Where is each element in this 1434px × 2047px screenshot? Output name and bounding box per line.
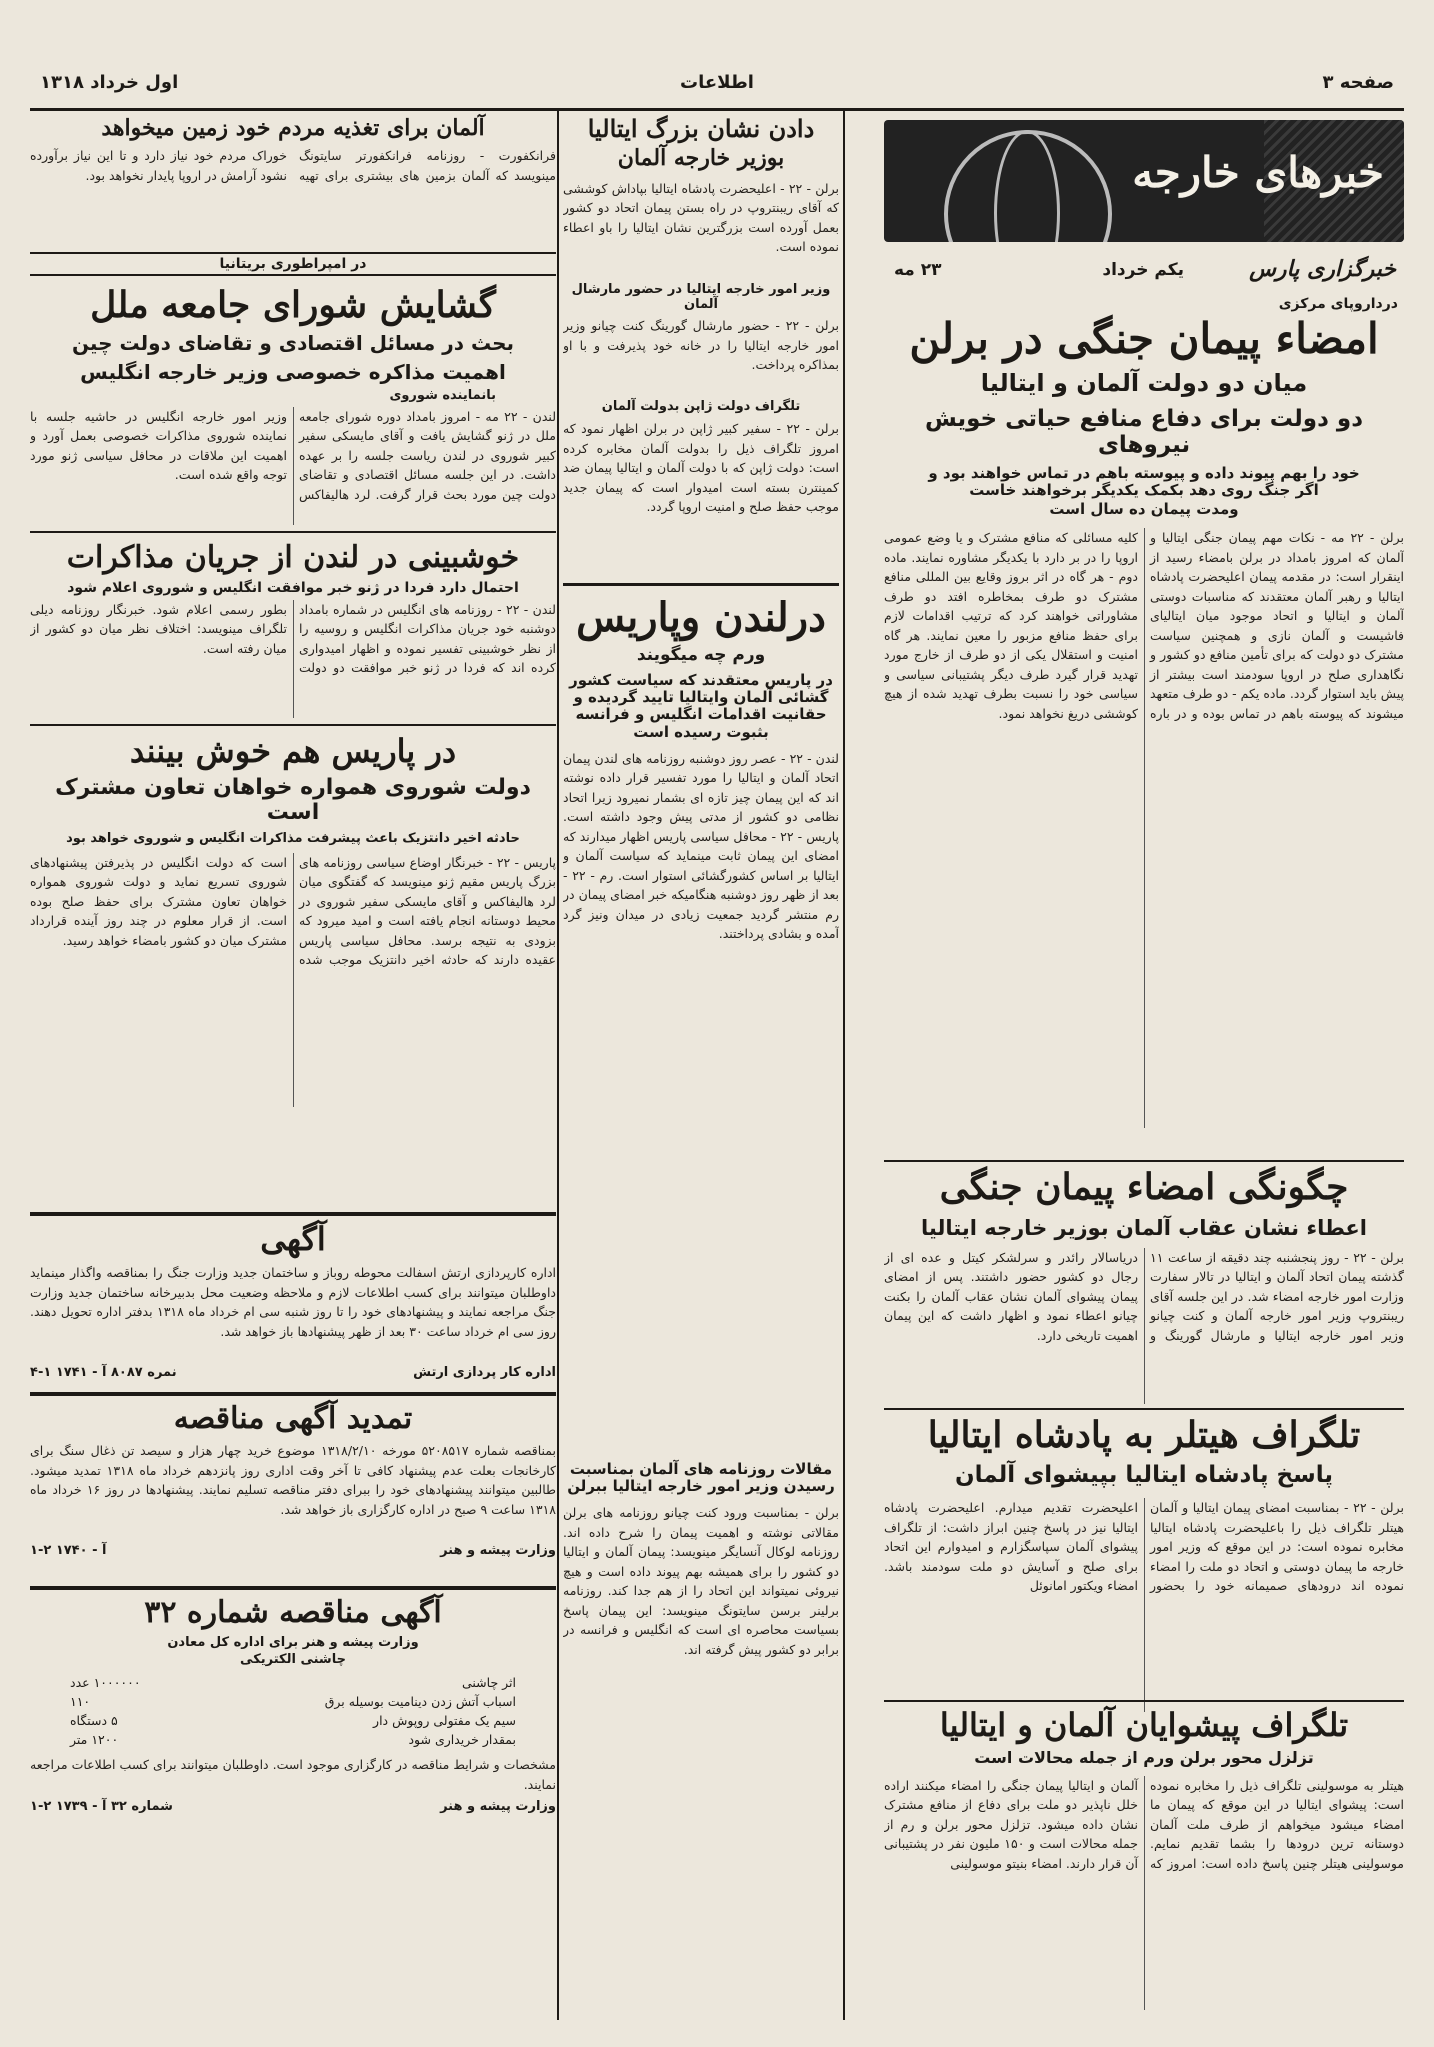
deck: دو دولت برای دفاع منافع حیاتی خویش نیروهای [924,405,1364,459]
column-middle [563,116,839,1951]
article-body: برلن - ۲۲ - حضور مارشال گورینگ کنت چیانو وزیر امور خارجه ایتالیا را در خانه خود پذیرفت و با او بمذاکره پرداخت. [563,318,839,373]
masthead [30,62,1404,111]
ad-footer-row [30,1543,556,1558]
divider [884,1408,1404,1410]
ad-item [30,1730,556,1749]
divider [30,1392,556,1396]
subhead: تزلزل محور برلن ورم از جمله محالات است [974,1748,1314,1768]
kicker: درداروپای مرکزی [1278,296,1398,312]
ad-footer: وزارت پیشه و هنر [440,1543,556,1558]
headline: تلگراف هیتلر به پادشاه ایتالیا [927,1414,1361,1456]
column-rule [843,110,845,2020]
divider [30,1212,556,1216]
article-body: برلن - ۲۲ - سفیر کبیر ژاپن در برلن اظهار نمود که امروز تلگراف ذیل را بدولت آلمان مخابره کرده است: دولت ژاپن که با دولت آلمان و ایتالیا پیمان ضد کمینترن بسته است امیدوار است که پیمان جدید موجب حفظ صلح و امنیت اروپا گردد. [563,421,839,515]
ad-body: بمناقصه شماره ۵۲۰۸۵۱۷ مورخه ۱۳۱۸/۲/۱۰ موضوع خرید چهار هزار و سیصد تن ذغال سنگ برای کارخانجات بعلت عدم پیشنهاد کافی تا آخر وقت اداری روز پانزدهم خرداد ماه ۱۳۱۸ تمدید میشود. طالبین میتوانند پیشنهادهای خود را ببرای دفتر مناقصه تسلیم نمایند. پیشنهادها در روز ۱۶ خرداد ماه ۱۳۱۸ ساعت ۹ صبح در اداره کارگزاری باز خواهد شد. [30,1443,556,1517]
ad-footer-row [30,1799,556,1814]
headline-2: بوزیر خارجه آلمان [617,145,785,172]
byline: بانماینده شوروی [389,387,496,403]
ad-title: آگهی [260,1220,326,1258]
deck-2: خود را بهم پیوند داده و پیوسته باهم در تماس خواهند بود و اگر جنگ روی دهد بکمک یکدیگر برخواهند خاست [928,463,1360,499]
banner-title: خبرهای خارجه [1132,148,1384,197]
subhead: میان دو دولت آلمان و ایتالیا [980,369,1308,398]
ad-number: شماره ۳۲ آ - ۱۷۳۹ ۲-۱ [30,1799,173,1814]
ad-item-qty: ۵ دستگاه [70,1713,118,1728]
ad-item [30,1673,556,1692]
deck: در پاریس معتقدند که سیاست کشور گشائی آلمان وایتالیا تایید گردیده و حقانیت اقدامات انگلیس و فرانسه بثبوت رسیده است [569,670,833,741]
section-banner [884,120,1404,242]
column-rule [557,110,559,2020]
article-body: برلن - ۲۲ - روز پنجشنبه چند دقیقه از ساعت ۱۱ گذشته پیمان اتحاد آلمان و ایتالیا در تالار سفارت وزارت امور خارجه امضاء شد. در این جلسه آقای ریبنتروپ وزیر امور خارجه آلمان و کنت چیانو وزیر امور خارجه ایتالیا و مارشال گورینگ و دریاسالار رائدر و سرلشکر کیتل و عده ای از رجال دو کشور حضور داشتند. پس از امضای پیمان پیشوای آلمان نشان عقاب آلمان را بکنت چیانو اعطاء نمود و اظهار داشت که این پیمان اهمیت تاریخی دارد. [884,1249,1404,1343]
deck-3: ومدت پیمان ده سال است [1049,500,1239,519]
ad-body: اداره کارپردازی ارتش اسفالت محوطه روباز و ساختمان جدید وزارت جنگ را بمناقصه واگذار مینماید داوطلبان میتوانند برای کسب اطلاعات لازم و ملاحظه وضعیت محل بدبیرخانه ساختمان جدید وزارت جنگ مراجعه نمایند و پیشنهادهای خود را تا روز شنبه سی ام خرداد ماه ۱۳۱۸ بدفتر اداره تحویل دهند. روز سی ام خرداد ساعت ۳۰ بعد از ظهر پیشنهادها باز خواهد شد. [30,1265,556,1339]
divider [30,724,556,726]
ad-tender-extension [30,1402,556,1558]
divider [884,1160,1404,1162]
ad-footer: وزارت پیشه و هنر [440,1799,556,1814]
ad-title: آگهی مناقصه شماره ۳۲ [144,1595,442,1630]
article-body: برلن - ۲۲ - بمناسبت امضای پیمان ایتالیا و آلمان هیتلر تلگراف ذیل را باعلیحضرت پادشاه ایتالیا مخابره نموده است: در این موقع که وزیر امور خارجه ما پیمان دوستی و اتحاد دو ملت را امضاء نموده اند درودهای صمیمانه خود را بحضور اعلیحضرت تقدیم میدارم. اعلیحضرت پادشاه ایتالیا نیز در پاسخ چنین ابراز داشت: از تلگراف پیشوای آلمان سپاسگزارم و امیدوارم این اتحاد برای صلح و آسایش دو ملت سودمند باشد. امضاء ویکتور امانوئل [884,1500,1404,1594]
ad-footer: اداره کار پردازی ارتش [413,1365,556,1381]
ad-item-qty: ۱۰۰۰۰۰۰ عدد [70,1675,141,1690]
ad-org: وزارت پیشه و هنر برای اداره کل معادن [167,1635,419,1650]
article-body: لندن - ۲۲ - عصر روز دوشنبه روزنامه های لندن پیمان اتحاد آلمان و ایتالیا را مورد تفسیر قرار داده نوشته اند که این پیمان چیز تازه ای بشمار نمیرود زیرا اتحاد نظامی دو کشور از مدتی پیش وجود داشته است. پاریس - ۲۲ - محافل سیاسی پاریس اظهار میدارند که امضای این پیمان ثابت مینماید که سیاست آلمان و ایتالیا بر اساس کشورگشائی استوار است. رم - ۲۲ - بعد از ظهر روز دوشنبه هنگامیکه خبر امضای پیمان در رم منتشر گردید جمعیت زیادی در میدان ونیز گرد آمده و بشادی پرداختند. [563,750,839,942]
article-body: لندن - ۲۲ مه - امروز بامداد دوره شورای جامعه ملل در ژنو گشایش یافت و آقای مایسکی سفیر کبیر شوروی در لندن ریاست جلسه را بر عهده داشت. در این جلسه مسائل اقتصادی و تقاضای دولت چین مورد بحث قرار گرفت. لرد هالیفاکس وزیر امور خارجه انگلیس در حاشیه جلسه با نماینده شوروی مذاکرات خصوصی بعمل آورد و اهمیت این ملاقات در محافل سیاسی ژنو مورد توجه واقع شده است. [30,408,556,502]
column-left [30,116,556,1107]
article-body: برلن - بمناسبت ورود کنت چیانو روزنامه های برلن مقالاتی نوشته و اهمیت پیمان را شرح داده اند. روزنامه لوکال آنسایگر مینویسد: پیمان آلمان و ایتالیا دو کشور را برای همیشه بهم پیوند داده است و هیچ نیروئی نمیتواند این اتحاد را از هم جدا کند. روزنامه برلینر برسن سایتونگ مینویسد: این پیمان پاسخ بسیاست محاصره ای است که انگلیس و فرانسه در برابر دو کشور پیش گرفته اند. [563,1505,839,1657]
article-body: لندن - ۲۲ - روزنامه های انگلیس در شماره بامداد دوشنبه خود جریان مذاکرات انگلیس و روسیه را از نظر خوشبینی تفسیر نموده و اظهار امیدواری کرده اند که فردا در ژنو خبر موافقت دو دولت بطور رسمی اعلام شود. خبرنگار روزنامه دیلی تلگراف مینویسد: اختلاف نظر میان دو کشور از میان رفته است. [30,601,556,676]
ad-army [30,1222,556,1380]
ad-item [30,1711,556,1730]
subhead: اعطاء نشان عقاب آلمان بوزیر خارجه ایتالیا [921,1215,1367,1240]
subhead: اهمیت مذاکره خصوصی وزیر خارجه انگلیس [80,359,506,384]
headline-big: درلندن وپاریس [576,594,826,642]
ad-items [30,1673,556,1749]
subhead: وزیر امور خارجه ایتالیا در حضور مارشال آلمان [571,281,831,312]
divider [884,1700,1404,1702]
paper-name: اطلاعات [680,72,754,93]
ad-item [30,1692,556,1711]
headline: امضاء پیمان جنگی در برلن [909,314,1379,363]
article-body: برلن - ۲۲ مه - نکات مهم پیمان جنگی ایتالیا و آلمان که امروز بامداد در برلن بامضاء رسید از اینقرار است: در مقدمه پیمان اعلیحضرت پادشاه ایتالیا و رهبر آلمان معتقدند که مناسبات دوستی آلمان و ایتالیا و اتحاد موجود میان ایتالیای فاشیست و آلمان نازی و همچنین سیاست مشترک دو دولت که برای تأمین منافع دو کشور و نگاهداری صلح در اروپا سودمند است بیشتر از پیش باید استوار گردد. ماده یکم - دو طرف متعهد میشوند که پیوسته باهم در تماس بوده و در باره کلیه مسائلی که منافع مشترک و یا وضع عمومی اروپا را در بر دارد با یکدیگر مشاوره نمایند. ماده دوم - هر گاه در اثر بروز وقایع بین المللی منافع مشترک دو طرف بمخاطره افتد دو طرف مشاوراتی خواهند کرد که ترتیب اقدامات لازم برای حفظ منافع مزبور را معین نمایند. هر گاه امنیت و استقلال یکی از دو طرف از خارج مورد تهدید قرار گیرد طرف دیگر پشتیبانی سیاسی و سیاسی خود را نسبت بطرف تهدید شده از هیچ کوششی دریغ نخواهد نمود. [884,530,1404,721]
ad-item-label: بمقدار خریداری شود [408,1732,516,1747]
ad-footer-row [30,1365,556,1380]
ad-item-qty: ۱۲۰۰ متر [70,1732,119,1747]
agency-date: یکم خرداد [1102,260,1184,280]
ad-subtitle: چاشنی الکتریکی [240,1652,346,1667]
agency-number: ۲۳ مه [894,260,942,280]
subhead: ورم چه میگویند [636,645,766,666]
headline-2: خوشبینی در لندن از جریان مذاکرات [66,539,520,575]
subhead: حادثه اخیر دانتزیک باعث پیشرفت مذاکرات انگلیس و شوروی خواهد بود [66,830,520,846]
agency-name: خبرگزاری پارس [1249,256,1396,282]
subhead: تلگراف دولت ژاپن بدولت آلمان [601,399,801,415]
ad-item-label: سیم یک مفتولی روپوش دار [373,1713,516,1728]
subhead: احتمال دارد فردا در ژنو خبر موافقت انگلیس و شوروی اعلام شود [67,579,519,596]
ad-body: مشخصات و شرایط مناقصه در کارگزاری موجود است. داوطلبان میتوانند برای کسب اطلاعات مراجعه نمایند. [30,1757,556,1792]
article-leaders-telegram [884,1708,1404,2010]
subhead: مقالات روزنامه های آلمان بمناسبت رسیدن وزیر امور خارجه ایتالیا ببرلن [567,1459,835,1496]
headline: تلگراف پیشوایان آلمان و ایتالیا [939,1706,1349,1744]
subhead: پاسخ پادشاه ایتالیا بپیشوای آلمان [954,1461,1334,1488]
headline: آلمان برای تغذیه مردم خود زمین میخواهد [101,115,485,141]
headline-top: دادن نشان بزرگ ایتالیا [587,114,815,143]
headline-3: در پاریس هم خوش بینند [129,731,457,770]
article-body: برلن - ۲۲ - اعلیحضرت پادشاه ایتالیا بپاداش کوششی که آقای ریبنتروپ در راه بستن پیمان اتحاد دو کشور بعمل آورده است بزرگترین نشان ایتالیا را باو اعطاء نموده است. [563,180,839,255]
article-body: فرانکفورت - روزنامه فرانکفورتر سایتونگ مینویسد که آلمان بزمین های بیشتری برای تهیه خوراک مردم خود نیاز دارد و تا این نیاز برآورده نشود آرامش در اروپا پایدار نخواهد بود. [30,148,556,183]
ad-number: آ - ۱۷۴۰ ۲-۱ [30,1543,107,1558]
divider [30,1586,556,1590]
headline-big: گشایش شورای جامعه ملل [90,284,496,327]
headline: چگونگی امضاء پیمان جنگی [939,1166,1349,1208]
subhead: دولت شوروی همواره خواهان تعاون مشترک است [55,775,531,826]
ad-number: نمره ۸۰۸۷ آ - ۱۷۴۱ ۱-۴ [30,1365,177,1381]
subhead: بحث در مسائل اقتصادی و تقاضای دولت چین [71,330,515,355]
page-number: صفحه ۳ [1322,72,1394,93]
ad-item-label: اثر چاشنی [461,1675,516,1690]
article-hitler-telegram [884,1416,1404,1712]
article-body: پاریس - ۲۲ - خبرنگار اوضاع سیاسی روزنامه های بزرگ پاریس مقیم ژنو مینویسد که گفتگوی میان لرد هالیفاکس و آقای مایسکی سفیر شوروی در محیط دوستانه انجام یافته است و امید میرود که بزودی به نتیجه برسد. محافل سیاسی پاریس عقیده دارند که حادثه اخیر دانتزیک موجب شده است که دولت انگلیس در پذیرفتن پیشنهادهای شوروی تسریع نماید و دولت شوروی همواره خواهان تعاون مشترک برای حفظ صلح بوده است. از قرار معلوم در چند روز آینده قرارداد مشترک میان دو کشور بامضاء خواهد رسید. [30,854,556,968]
agency-line [884,252,1404,292]
article-pact [884,296,1404,1128]
issue-date: اول خرداد ۱۳۱۸ [40,72,179,93]
ad-item-qty: ۱۱۰ [70,1694,91,1709]
ad-item-label: اسباب آتش زدن دینامیت بوسیله برق [324,1694,516,1709]
ad-tender-32 [30,1596,556,1814]
article-signing [884,1168,1404,1404]
divider [30,531,556,533]
article-body: هیتلر به موسولینی تلگراف ذیل را مخابره نموده است: پیشوای ایتالیا در این موقع که پیمان ما امضاء میشود میخواهم از طرف ملت آلمان دوستانه ترین درودها را بشما تقدیم نمایم. موسولینی هیتلر چنین پاسخ داده است: امروز که آلمان و ایتالیا پیمان جنگی را امضاء میکنند اراده خلل ناپذیر دو ملت برای دفاع از منافع مشترک نشان داده میشود. تزلزل محور برلن و رم از جمله محالات است و ۱۵۰ ملیون نفر در پشتیبانی آن قرار دارند. امضاء بنیتو موسولینی [884,1777,1404,1871]
divider [563,583,839,586]
ad-title: تمدید آگهی مناقصه [173,1401,413,1436]
section-label: در امپراطوری بریتانیا [30,252,556,276]
